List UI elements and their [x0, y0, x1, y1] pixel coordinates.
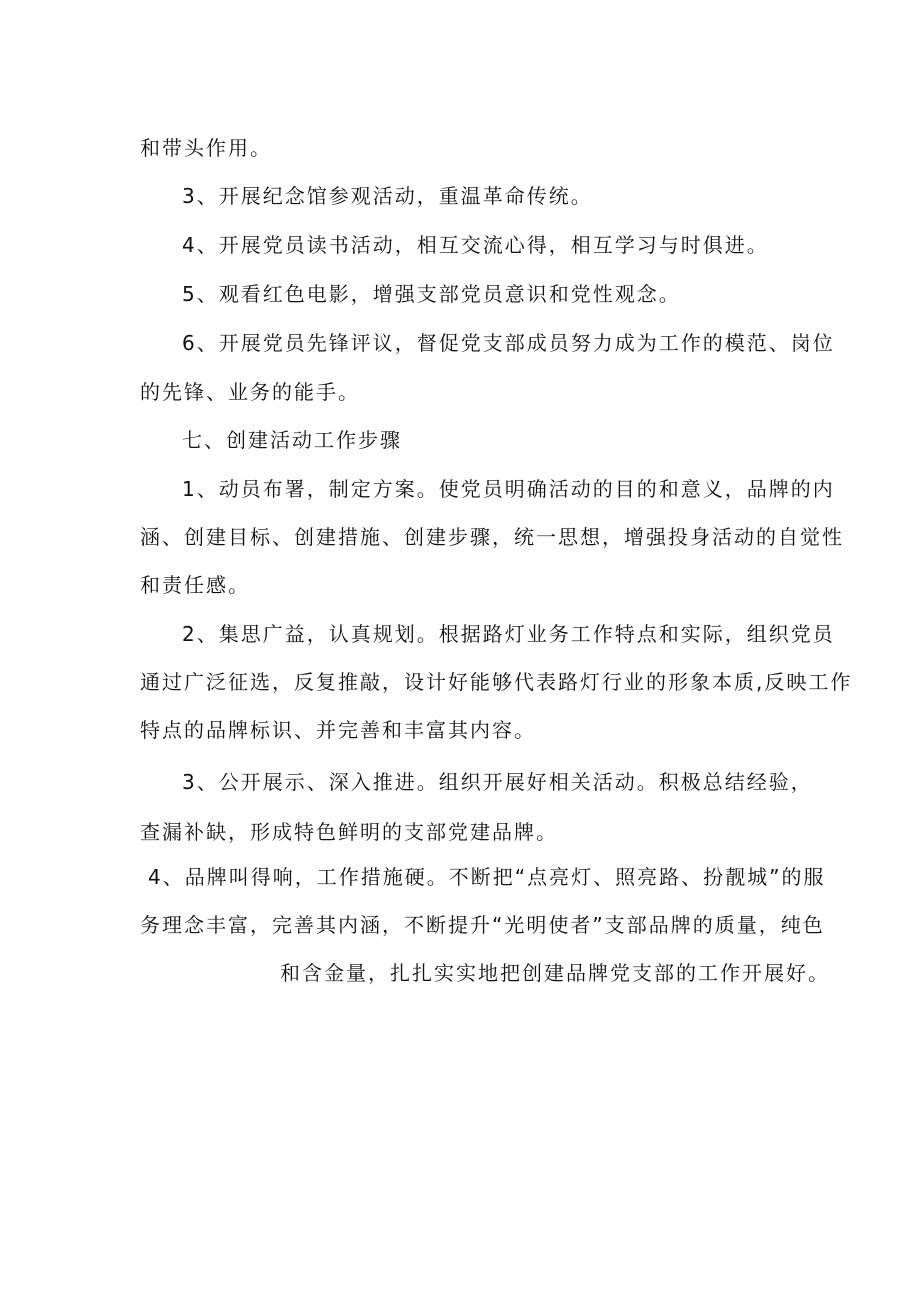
- text-line-step-1: 1、动员布署，制定方案。使党员明确活动的目的和意义，品牌的内: [182, 477, 835, 501]
- text-line-item-3: 3、开展纪念馆参观活动，重温革命传统。: [182, 184, 593, 208]
- text-line-step-1-cont: 涵、创建目标、创建措施、创建步骤，统一思想，增强投身活动的自觉性: [140, 525, 844, 549]
- text-line-step-4-cont: 和含金量，扎扎实实地把创建品牌党支部的工作开展好。: [280, 961, 830, 985]
- text-line-step-3: 3、公开展示、深入推进。组织开展好相关活动。积极总结经验，: [182, 770, 813, 794]
- text-line-step-4: 4、品牌叫得响，工作措施硬。不断把“点亮灯、照亮路、扮靓城”的服: [148, 865, 826, 889]
- text-line-step-2-cont: 通过广泛征选，反复推敲，设计好能够代表路灯行业的形象本质,反映工作: [140, 670, 853, 694]
- text-line-continuation: 和带头作用。: [140, 136, 272, 160]
- text-line-item-6-cont: 的先锋、业务的能手。: [140, 380, 360, 404]
- text-line-item-6: 6、开展党员先锋评议，督促党支部成员努力成为工作的模范、岗位: [182, 331, 835, 355]
- text-line-item-5: 5、观看红色电影，增强支部党员意识和党性观念。: [182, 282, 681, 306]
- text-line-step-2-cont: 特点的品牌标识、并完善和丰富其内容。: [140, 718, 536, 742]
- section-heading: 七、创建活动工作步骤: [182, 428, 402, 452]
- text-line-step-1-cont: 和责任感。: [140, 573, 250, 597]
- text-line-step-4-cont: 务理念丰富，完善其内涵，不断提升“光明使者”支部品牌的质量，纯色: [140, 913, 825, 937]
- text-line-item-4: 4、开展党员读书活动，相互交流心得，相互学习与时俱进。: [182, 233, 769, 257]
- text-line-step-2: 2、集思广益，认真规划。根据路灯业务工作特点和实际，组织党员: [182, 622, 835, 646]
- text-line-step-3-cont: 查漏补缺，形成特色鲜明的支部党建品牌。: [140, 820, 558, 844]
